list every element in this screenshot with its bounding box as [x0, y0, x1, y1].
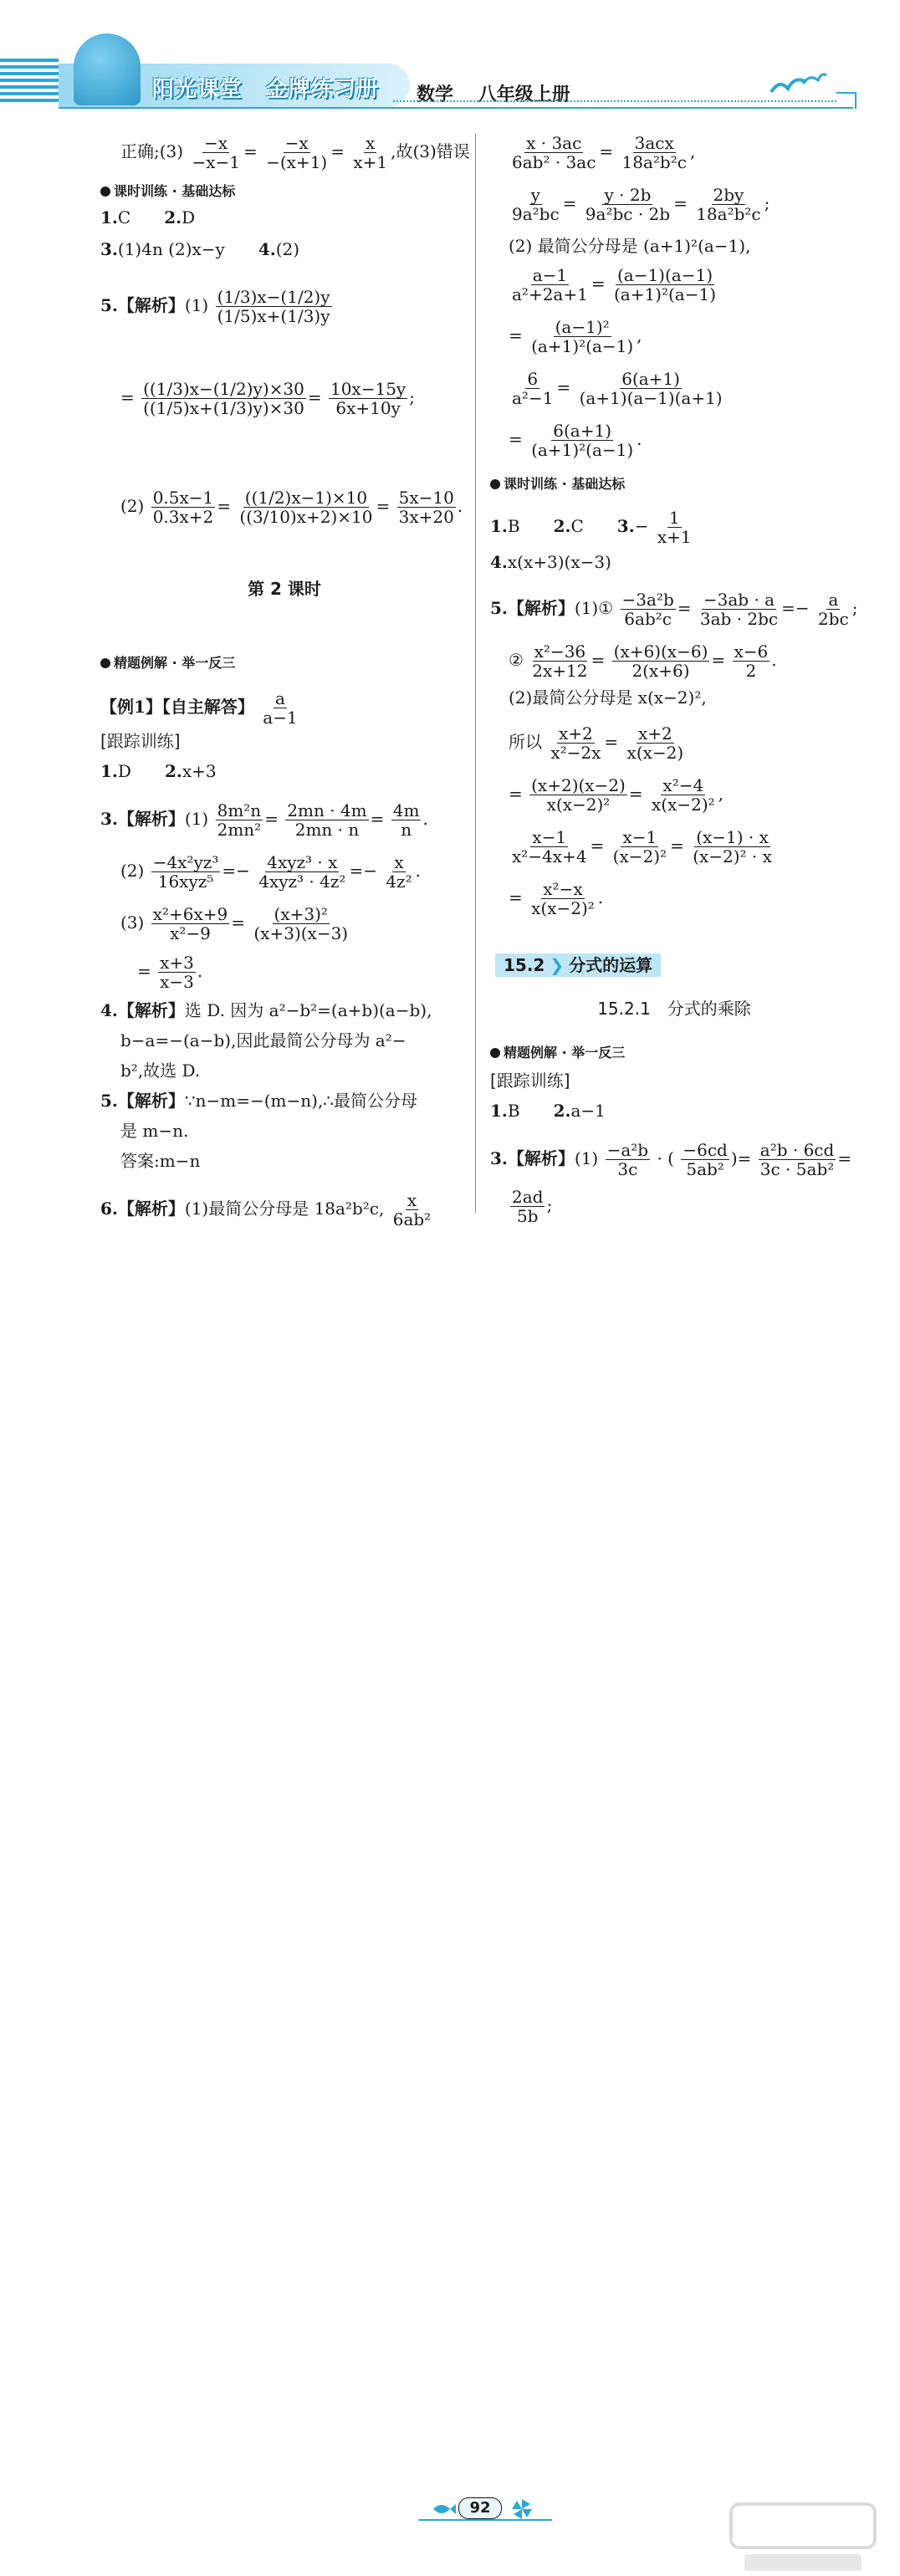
- numerator: x: [394, 852, 404, 872]
- numerator: 10x−15y: [330, 379, 407, 399]
- question-number: 1.: [100, 761, 118, 781]
- answer: (2): [275, 239, 300, 259]
- solution-line: 3.【解析】(1) $\frac{\text{8m²n}}{\text{2mn²}}$ = $\frac{2mn \cdot 4m}{2mn \cdot n}$ = $\frac{4m}{n}$ .: [100, 800, 428, 840]
- answer: C: [570, 516, 584, 536]
- fraction: [549, 724, 602, 762]
- subject-grade: [417, 80, 570, 106]
- denominator: x(x−2)²: [531, 898, 595, 918]
- question-number: 1.: [490, 1101, 508, 1121]
- answer: B: [507, 516, 520, 536]
- numerator: a²b · 6cd: [759, 1140, 835, 1160]
- numerator: a: [275, 688, 285, 708]
- header-frame-corner: [836, 92, 857, 109]
- numerator: x²−x: [543, 879, 583, 899]
- answer: B: [507, 1101, 520, 1121]
- answer: x(x+3)(x−3): [507, 552, 611, 572]
- numerator: 2by: [713, 185, 744, 205]
- text: 正确;(3): [120, 141, 184, 161]
- solution-line: (2) $\frac{0.5x-1}{0.3x+2}$ = $\frac{((1/2)x-1)\times 10}{((3/10)x+2)\times 10}$ = $\frac{5x-10}{3x+20}$ .: [120, 488, 463, 527]
- solution-line: = $\frac{\text{(a−1)²}}{\text{(a+1)²(a−1)}}$ ,: [509, 317, 642, 356]
- numerator: ((1/2)x−1)×10: [244, 488, 368, 508]
- question-label: 4.【解析】: [100, 1000, 185, 1020]
- denominator: 6ab²c: [624, 609, 672, 629]
- numerator: (x+3)²: [274, 904, 328, 924]
- denominator: x²−4x+4: [512, 846, 587, 866]
- fraction: [510, 266, 590, 304]
- brand-title: [152, 72, 379, 103]
- answer-line: [490, 552, 611, 572]
- fraction: [612, 266, 718, 304]
- denominator: (a+1)²(a−1): [613, 284, 717, 304]
- numerator: −3a²b: [621, 590, 674, 610]
- text: (1)最简公分母是 18a²b²c,: [184, 1199, 385, 1219]
- fraction: [510, 1188, 545, 1225]
- denominator: 3x+20: [398, 507, 454, 527]
- question-number: 4.: [258, 239, 276, 259]
- question-number: 2.: [164, 207, 182, 227]
- denominator: 2mn²: [217, 820, 262, 840]
- fraction: [391, 1191, 432, 1229]
- solution-line: $\frac{y}{\text{9a²bc}}$ = $\frac{y \cdot 2b}{\text{9a²bc · 2b}}$ = $\frac{2by}{\text{18a²b²c}}$ ;: [512, 185, 770, 224]
- numerator: 0.5x−1: [152, 488, 214, 508]
- fraction: [530, 642, 589, 680]
- answer-line: [100, 761, 217, 781]
- question-number: 2.: [164, 761, 182, 781]
- fraction: [529, 422, 635, 459]
- text: ②: [509, 650, 524, 670]
- brand-name-1: 阳光课堂: [152, 77, 243, 102]
- text: (1): [184, 295, 209, 315]
- fraction: [329, 380, 407, 417]
- header-rule: [59, 107, 853, 109]
- denominator: a²+2a+1: [512, 284, 588, 304]
- denominator: (x−2)² · x: [693, 846, 772, 866]
- fraction: [151, 853, 221, 891]
- denominator: −(x+1): [266, 152, 328, 172]
- denominator: 9a²bc · 2b: [585, 204, 671, 224]
- fraction: [216, 288, 332, 325]
- fraction: [694, 186, 762, 223]
- solution-line: = $\frac{x+3}{x-3}$ .: [137, 953, 203, 992]
- question-number: 3.: [616, 516, 635, 536]
- text: 选 D. 因为 a²−b²=(a+b)(a−b),: [184, 1000, 432, 1020]
- fraction: [151, 488, 216, 526]
- denominator: 0.3x+2: [152, 507, 214, 527]
- fraction: [397, 488, 456, 526]
- question-label: 3.【解析】: [490, 1148, 575, 1168]
- numerator: −6cd: [683, 1140, 728, 1160]
- answer: a−1: [570, 1101, 606, 1121]
- denominator: 2mn · n: [294, 820, 360, 840]
- denominator: a²−1: [512, 388, 554, 408]
- fraction: [510, 186, 561, 223]
- bullet-icon: [490, 1048, 500, 1058]
- solution-line: 5.【解析】(1)① $\frac{\text{−3a²b}}{\text{6ab²c}}$ = $\frac{-3ab \cdot a}{3ab \cdot 2bc}$ =− $\frac{a}{2bc}$ ;: [490, 590, 858, 629]
- solution-line: $\frac{a-1}{\text{a²+2a+1}}$ = $\frac{(a-1)(a-1)}{\text{(a+1)²(a−1)}}$: [512, 265, 717, 304]
- fraction: [611, 828, 668, 866]
- denominator: (x−2)²: [612, 846, 667, 866]
- grade-label: 八年级上册: [478, 84, 570, 105]
- numerator: 2mn · 4m: [287, 800, 367, 820]
- fraction: [578, 370, 724, 407]
- solution-line: [120, 1121, 188, 1141]
- fraction: [264, 134, 329, 171]
- denominator: 3c: [617, 1159, 638, 1179]
- section-title: 课时训练 · 基础达标: [504, 476, 626, 492]
- numerator: −a²b: [606, 1140, 649, 1160]
- numerator: 3acx: [634, 133, 674, 153]
- text: (1): [574, 1148, 599, 1168]
- denominator: x(x−2): [626, 743, 684, 763]
- question-label: 3.【解析】: [100, 809, 185, 829]
- denominator: 6x+10y: [335, 398, 401, 418]
- fraction: [816, 590, 851, 628]
- answer: D: [117, 761, 131, 781]
- fraction: [650, 776, 717, 814]
- fraction: [529, 318, 635, 355]
- solution-line: [509, 236, 750, 256]
- question-label: 5.【解析】: [100, 295, 185, 315]
- fraction: [190, 134, 242, 171]
- solution-line: $\frac{2ad}{5b}$ ;: [512, 1187, 553, 1226]
- fraction: [257, 853, 347, 891]
- numerator: −4x²yz³: [152, 852, 219, 872]
- text: (2) 最简公分母是 (a+1)²(a−1),: [509, 236, 751, 256]
- numerator: (x+6)(x−6): [613, 641, 708, 662]
- text: (2): [120, 861, 145, 881]
- answer-line: [100, 207, 195, 227]
- answer: C: [117, 207, 131, 227]
- denominator: 9a²bc: [512, 204, 560, 224]
- text: (3): [120, 912, 145, 933]
- denominator: (a+1)²(a−1): [531, 336, 634, 356]
- denominator: x+1: [657, 527, 692, 547]
- fraction: [698, 590, 780, 628]
- denominator: x²−9: [170, 923, 211, 943]
- fraction: [621, 134, 688, 171]
- solution-line: [100, 1091, 417, 1111]
- numerator: (a−1)(a−1): [616, 265, 713, 285]
- section-name: 分式的运算: [569, 955, 653, 975]
- denominator: 2(x+6): [632, 661, 690, 681]
- text: b−a=−(a−b),因此最简公分母为 a²−: [120, 1030, 407, 1050]
- denominator: −x−1: [192, 152, 240, 172]
- fraction: [691, 828, 774, 866]
- numerator: x+3: [160, 953, 194, 973]
- question-label: 5.【解析】: [490, 598, 575, 618]
- numerator: x+2: [637, 723, 672, 744]
- denominator: (1/5)x+(1/3)y: [217, 306, 330, 326]
- section-heading: [100, 652, 235, 672]
- bullet-icon: [100, 187, 110, 197]
- fraction: [584, 186, 672, 223]
- numerator: ((1/3)x−(1/2)y)×30: [143, 379, 304, 399]
- text: (2)最简公分母是 x(x−2)²,: [509, 687, 707, 708]
- numerator: a: [828, 590, 839, 610]
- denominator: x(x−2)²: [651, 795, 715, 815]
- text: 是 m−n.: [120, 1121, 189, 1141]
- question-number: 1.: [100, 207, 118, 227]
- denominator: x²−2x: [550, 743, 601, 763]
- numerator: x: [366, 133, 376, 153]
- text: (2): [120, 496, 145, 516]
- numerator: 1: [668, 508, 680, 528]
- section-title: 精题例解 · 举一反三: [504, 1045, 626, 1061]
- denominator: x+1: [353, 152, 388, 172]
- fraction: [261, 689, 299, 727]
- numerator: y · 2b: [604, 185, 652, 205]
- answer: −: [634, 516, 649, 536]
- section-tag: [495, 953, 661, 977]
- section-heading: [490, 1042, 625, 1061]
- pinwheel-icon: [507, 2497, 537, 2521]
- numerator: x−1: [532, 827, 567, 847]
- numerator: (x−1) · x: [696, 827, 769, 847]
- numerator: x−6: [734, 641, 769, 662]
- answer: x+3: [182, 761, 217, 781]
- chevron-right-icon: ❯: [550, 955, 565, 975]
- fraction: [759, 1141, 836, 1178]
- numerator: 6(a+1): [553, 421, 612, 441]
- text: (1)①: [574, 598, 614, 618]
- answer: D: [182, 207, 196, 227]
- section-title: 精题例解 · 举一反三: [114, 655, 236, 671]
- solution-line: [509, 687, 707, 708]
- denominator: 4xyz³ · 4z²: [258, 871, 346, 892]
- text: 答案:m−n: [120, 1151, 201, 1171]
- fraction: [141, 380, 306, 417]
- watermark-icon: [728, 2501, 878, 2576]
- denominator: 4z²: [386, 871, 412, 892]
- fraction: [529, 776, 627, 814]
- denominator: ((3/10)x+2)×10: [239, 507, 373, 527]
- denominator: (x+3)(x−3): [253, 923, 349, 943]
- numerator: a−1: [532, 265, 568, 285]
- column-divider: [475, 134, 476, 1213]
- answer-text: [120, 1151, 200, 1171]
- section-heading: [100, 181, 235, 200]
- numerator: 6(a+1): [621, 369, 680, 389]
- solution-line: = $\frac{\text{x²−x}}{\text{x(x−2)²}}$ .: [509, 879, 604, 918]
- solution-line: (2) $\frac{\text{−4x²yz³}}{\text{16xyz⁵}}$ =− $\frac{\text{4xyz³ · x}}{\text{4xyz³ · 4z²}}$ =− $\frac{x}{\text{4z²}}$ .: [120, 852, 421, 892]
- solution-line: [120, 1030, 407, 1050]
- answer-line: [490, 509, 695, 546]
- denominator: (a+1)(a−1)(a+1): [579, 388, 723, 408]
- numerator: x+2: [559, 723, 593, 744]
- header-stripes: [0, 59, 59, 105]
- solution-line: $\frac{6}{\text{a²−1}}$ = $\frac{6(a+1)}{(a+1)(a-1)(a+1)}$: [512, 369, 723, 408]
- section-number: 15.2: [504, 955, 545, 975]
- solution-line: 所以 $\frac{x+2}{\text{x²−2x}}$ = $\frac{x+2}{x(x-2)}$: [509, 723, 684, 763]
- birds-icon: [770, 67, 828, 106]
- fraction: [733, 642, 770, 680]
- lesson-title: 第 2 课时: [248, 579, 321, 599]
- denominator: ((1/5)x+(1/3)y)×30: [143, 398, 304, 418]
- denominator: 3c · 5ab²: [759, 1159, 835, 1179]
- fraction: [351, 134, 389, 171]
- numerator: −x: [284, 133, 309, 153]
- numerator: −x: [204, 133, 228, 153]
- numerator: x²−36: [534, 641, 586, 662]
- subject-label: 数学: [417, 84, 454, 105]
- numerator: x−1: [622, 827, 657, 847]
- solution-line: [100, 288, 334, 325]
- numerator: 6: [527, 369, 539, 389]
- denominator: 5ab²: [686, 1159, 724, 1179]
- numerator: (1/3)x−(1/2)y: [217, 287, 330, 307]
- fraction: [384, 853, 413, 891]
- section-title: 课时训练 · 基础达标: [114, 183, 236, 199]
- page-header: [0, 0, 900, 125]
- solution-line: (3) $\frac{\text{x²+6x+9}}{\text{x²−9}}$ = $\frac{\text{(x+3)²}}{(x+3)(x-3)}$: [120, 904, 349, 943]
- numerator: 2ad: [512, 1187, 544, 1207]
- fraction: [510, 134, 597, 171]
- denominator: 18a²b²c: [621, 152, 687, 172]
- fraction: [529, 880, 596, 917]
- bullet-icon: [100, 658, 110, 668]
- fraction: [510, 370, 555, 407]
- numerator: (a−1)²: [555, 317, 610, 337]
- mascot-logo-icon: [74, 33, 141, 105]
- question-label: 5.【解析】: [100, 1091, 185, 1111]
- subsection-title: 15.2.1 分式的乘除: [597, 999, 751, 1019]
- numerator: y: [530, 185, 540, 205]
- numerator: 4m: [392, 800, 420, 820]
- numerator: x: [407, 1190, 417, 1210]
- denominator: a−1: [263, 708, 298, 728]
- text: (1): [184, 809, 209, 829]
- question-number: 3.: [100, 239, 118, 259]
- fraction: [626, 724, 686, 762]
- text: ∵n−m=−(m−n),∴最简公分母: [184, 1091, 418, 1111]
- example-line: [100, 689, 301, 727]
- brand-name-2: 金牌练习册: [266, 77, 380, 102]
- question-number: 2.: [553, 516, 571, 536]
- fraction: [238, 488, 374, 526]
- denominator: 3ab · 2bc: [699, 609, 779, 629]
- fraction: [391, 801, 422, 839]
- denominator: x−3: [160, 972, 194, 992]
- denominator: 16xyz⁵: [157, 871, 214, 892]
- numerator: 4xyz³ · x: [267, 852, 338, 872]
- denominator: n: [401, 820, 412, 840]
- denominator: (a+1)²(a−1): [531, 440, 634, 460]
- question-number: 4.: [490, 552, 508, 572]
- question-number: 1.: [490, 516, 508, 536]
- numerator: 8m²n: [217, 800, 262, 820]
- solution-line: ② $\frac{\text{x²−36}}{2x+12}$ = $\frac{(x+6)(x-6)}{2(x+6)}$ = $\frac{x-6}{2}$ .: [509, 641, 777, 681]
- numerator: x²−4: [662, 775, 704, 795]
- solution-line: 3.【解析】(1) $\frac{\text{−a²b}}{3c}$ · ( $\frac{-6cd}{\text{5ab²}}$ )= $\frac{\text{a²b · 6cd}}{\text{3c · 5ab²}}$ =: [490, 1140, 852, 1179]
- text: ,故(3)错误: [391, 141, 470, 161]
- solution-line: = $\frac{6(a+1)}{\text{(a+1)²(a−1)}}$ .: [509, 421, 642, 460]
- solution-line: $\frac{x-1}{\text{x²−4x+4}}$ = $\frac{x-1}{\text{(x−2)²}}$ = $\frac{(x-1) \cdot x}{\text{(x−2)² · x}}$: [512, 827, 772, 866]
- page-footer: [0, 1246, 900, 2517]
- fraction: [612, 642, 710, 680]
- denominator: x(x−2)²: [546, 795, 611, 815]
- solution-line: = $\frac{((1/3)x-(1/2)y)\times 30}{((1/5)x+(1/3)y)\times 30}$ = $\frac{10x-15y}{6x+10y}$ ;: [120, 379, 415, 418]
- question-number: 2.: [553, 1101, 571, 1121]
- numerator: −3ab · a: [703, 590, 775, 610]
- denominator: 2: [745, 661, 757, 681]
- fraction: [621, 590, 676, 628]
- bullet-icon: [490, 479, 500, 489]
- fraction: [151, 905, 230, 943]
- numerator: 5x−10: [398, 488, 454, 508]
- answer-line: [100, 239, 299, 259]
- fish-icon: [432, 2501, 457, 2517]
- numerator: (x+2)(x−2): [531, 775, 626, 795]
- solution-line: $\frac{x \cdot 3ac}{\text{6ab² · 3ac}}$ = $\frac{\text{3acx}}{\text{18a²b²c}}$ ,: [512, 133, 696, 172]
- follow-label: [跟踪训练]: [490, 1071, 570, 1091]
- denominator: 6ab² · 3ac: [512, 152, 596, 172]
- denominator: 2x+12: [532, 661, 588, 681]
- text: b²,故选 D.: [120, 1061, 201, 1081]
- fraction: [606, 1141, 651, 1178]
- fraction: [216, 801, 263, 839]
- solution-line: [120, 1061, 200, 1081]
- left-line-1: 正确;(3) $\frac{-x}{-x-1}$ = $\frac{-x}{-(x+1)}$ = $\frac{x}{x+1}$ ,故(3)错误: [120, 133, 470, 172]
- answer: (1)4n (2)x−y: [117, 239, 225, 259]
- follow-label: [跟踪训练]: [100, 731, 181, 751]
- fraction: [158, 953, 196, 991]
- section-heading: [490, 473, 625, 493]
- example-label: 【例1】【自主解答】: [100, 697, 254, 717]
- page-number: 92: [458, 2497, 502, 2519]
- denominator: 6ab²: [392, 1209, 432, 1229]
- solution-line: [100, 1191, 434, 1229]
- solution-line: [100, 1000, 432, 1020]
- denominator: 2bc: [818, 609, 849, 629]
- denominator: 5b: [516, 1206, 539, 1226]
- fraction: [656, 509, 693, 546]
- text: 所以: [509, 732, 542, 752]
- fraction: [510, 828, 589, 866]
- numerator: x²+6x+9: [152, 904, 228, 924]
- fraction: [681, 1141, 729, 1178]
- answer-line: [490, 1101, 606, 1121]
- solution-line: = $\frac{(x+2)(x-2)}{\text{x(x−2)²}}$ = $\frac{\text{x²−4}}{\text{x(x−2)²}}$ ,: [509, 775, 724, 815]
- question-label: 6.【解析】: [100, 1199, 185, 1219]
- fraction: [285, 801, 368, 839]
- fraction: [252, 905, 350, 943]
- denominator: 18a²b²c: [696, 204, 761, 224]
- numerator: x · 3ac: [526, 133, 582, 153]
